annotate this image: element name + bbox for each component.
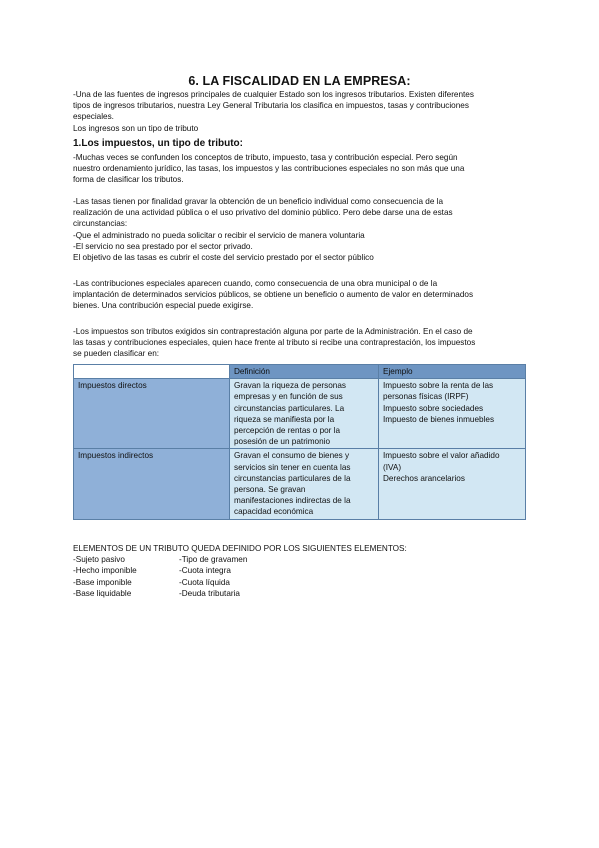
element-item: -Base liquidable	[73, 588, 132, 598]
definition-line: Gravan el consumo de bienes y	[234, 451, 350, 461]
contribuciones-paragraph	[73, 278, 533, 312]
example-line: Impuesto sobre sociedades	[383, 403, 484, 413]
row-label-directos: Impuestos directos	[74, 379, 230, 449]
definition-line: posesión de un patrimonio	[234, 437, 331, 447]
tasas-line: -Que el administrado no pueda solicitar o recibir el servicio de manera voluntaria	[73, 230, 365, 240]
intro-paragraph	[73, 89, 533, 134]
element-item: -Sujeto pasivo	[73, 555, 125, 564]
intro-line: Los ingresos son un tipo de tributo	[73, 123, 199, 133]
section1-line: nuestro ordenamiento jurídico, las tasas, los impuestos y las contribuciones especiales no son más que una	[73, 164, 465, 174]
tasas-line: -El servicio no sea prestado por el sector privado.	[73, 241, 253, 251]
definition-line: manifestaciones indirectas de la	[234, 496, 351, 506]
impuestos-line: -Los impuestos son tributos exigidos sin contraprestación alguna por parte de la Administración. En el caso de	[73, 327, 473, 336]
definition-line: servicios sin tener en cuenta las	[234, 462, 351, 472]
definition-line: empresas y en función de sus	[234, 392, 343, 402]
definition-line: percepción de rentas o por la	[234, 426, 341, 436]
element-item: -Tipo de gravamen	[179, 555, 248, 564]
example-cell	[379, 379, 526, 449]
elements-column-1	[73, 554, 179, 599]
example-line: Derechos arancelarios	[383, 473, 465, 483]
example-line: Impuesto de bienes inmuebles	[383, 414, 495, 424]
impuestos-line: las tasas y contribuciones especiales, quien hace frente al tributo si recibe una contraprestación, los impuestos	[73, 338, 476, 348]
definition-line: Gravan la riqueza de personas	[234, 381, 346, 391]
element-item: -Deuda tributaria	[179, 588, 240, 598]
intro-line: tipos de ingresos tributarios, nuestra Ley General Tributaria los clasifica en impuestos, tasas y contribuciones	[73, 101, 469, 111]
example-line: Impuesto sobre el valor añadido	[383, 451, 500, 461]
tasas-paragraph	[73, 196, 533, 263]
section1-line: forma de clasificar los tributos.	[73, 175, 184, 185]
table-row	[74, 449, 526, 519]
example-line: Impuesto sobre la renta de las	[383, 381, 494, 391]
section1-paragraph	[73, 152, 533, 186]
element-item: -Base imponible	[73, 577, 132, 587]
intro-line: especiales.	[73, 112, 114, 122]
document-title: 6. LA FISCALIDAD EN LA EMPRESA:	[188, 74, 411, 88]
tasas-line: -Las tasas tienen por finalidad gravar la obtención de un beneficio individual como consecuencia de la	[73, 197, 444, 206]
definition-cell	[230, 449, 379, 519]
elements-column-2	[179, 554, 379, 599]
row-label-indirectos: Impuestos indirectos	[74, 449, 230, 519]
section1-line: -Muchas veces se confunden los conceptos de tributo, impuesto, tasa y contribución especial. Pero según	[73, 153, 458, 162]
definition-line: riqueza se manifiesta por la	[234, 414, 335, 424]
element-item: -Cuota integra	[179, 566, 231, 576]
definition-line: circunstancias particulares de la	[234, 473, 351, 483]
element-item: -Hecho imponible	[73, 566, 137, 576]
intro-line: -Una de las fuentes de ingresos principales de cualquier Estado son los ingresos tributarios. Existen diferentes	[73, 90, 474, 99]
table-row	[74, 379, 526, 449]
header-definicion: Definición	[230, 365, 379, 379]
table-header-row	[74, 365, 526, 379]
tasas-line: El objetivo de las tasas es cubrir el coste del servicio prestado por el sector público	[73, 253, 374, 263]
definition-line: persona. Se gravan	[234, 485, 306, 495]
definition-cell	[230, 379, 379, 449]
example-line: personas físicas (IRPF)	[383, 392, 469, 402]
contribuciones-line: bienes. Una contribución especial puede exigirse.	[73, 301, 254, 311]
impuestos-table	[73, 364, 526, 520]
header-ejemplo: Ejemplo	[379, 365, 526, 379]
definition-line: circunstancias particulares. La	[234, 403, 345, 413]
impuestos-paragraph	[73, 326, 533, 360]
table-corner-cell	[74, 365, 230, 379]
impuestos-line: se pueden clasificar en:	[73, 349, 160, 359]
element-item: -Cuota líquida	[179, 577, 230, 587]
tasas-line: circunstancias:	[73, 219, 128, 229]
contribuciones-line: implantación de determinados servicios públicos, se obtiene un beneficio o aumento de valor en determinados	[73, 290, 474, 300]
section1-heading: 1.Los impuestos, un tipo de tributo:	[73, 138, 243, 149]
example-line: (IVA)	[383, 462, 402, 472]
elements-heading: ELEMENTOS DE UN TRIBUTO QUEDA DEFINIDO POR LOS SIGUIENTES ELEMENTOS:	[73, 544, 407, 553]
tasas-line: realización de una actividad pública o el uso privativo del dominio público. Pero debe darse una de estas	[73, 208, 453, 218]
example-cell	[379, 449, 526, 519]
definition-line: capacidad económica	[234, 507, 314, 517]
contribuciones-line: -Las contribuciones especiales aparecen cuando, como consecuencia de una obra municipal o de la	[73, 279, 438, 288]
